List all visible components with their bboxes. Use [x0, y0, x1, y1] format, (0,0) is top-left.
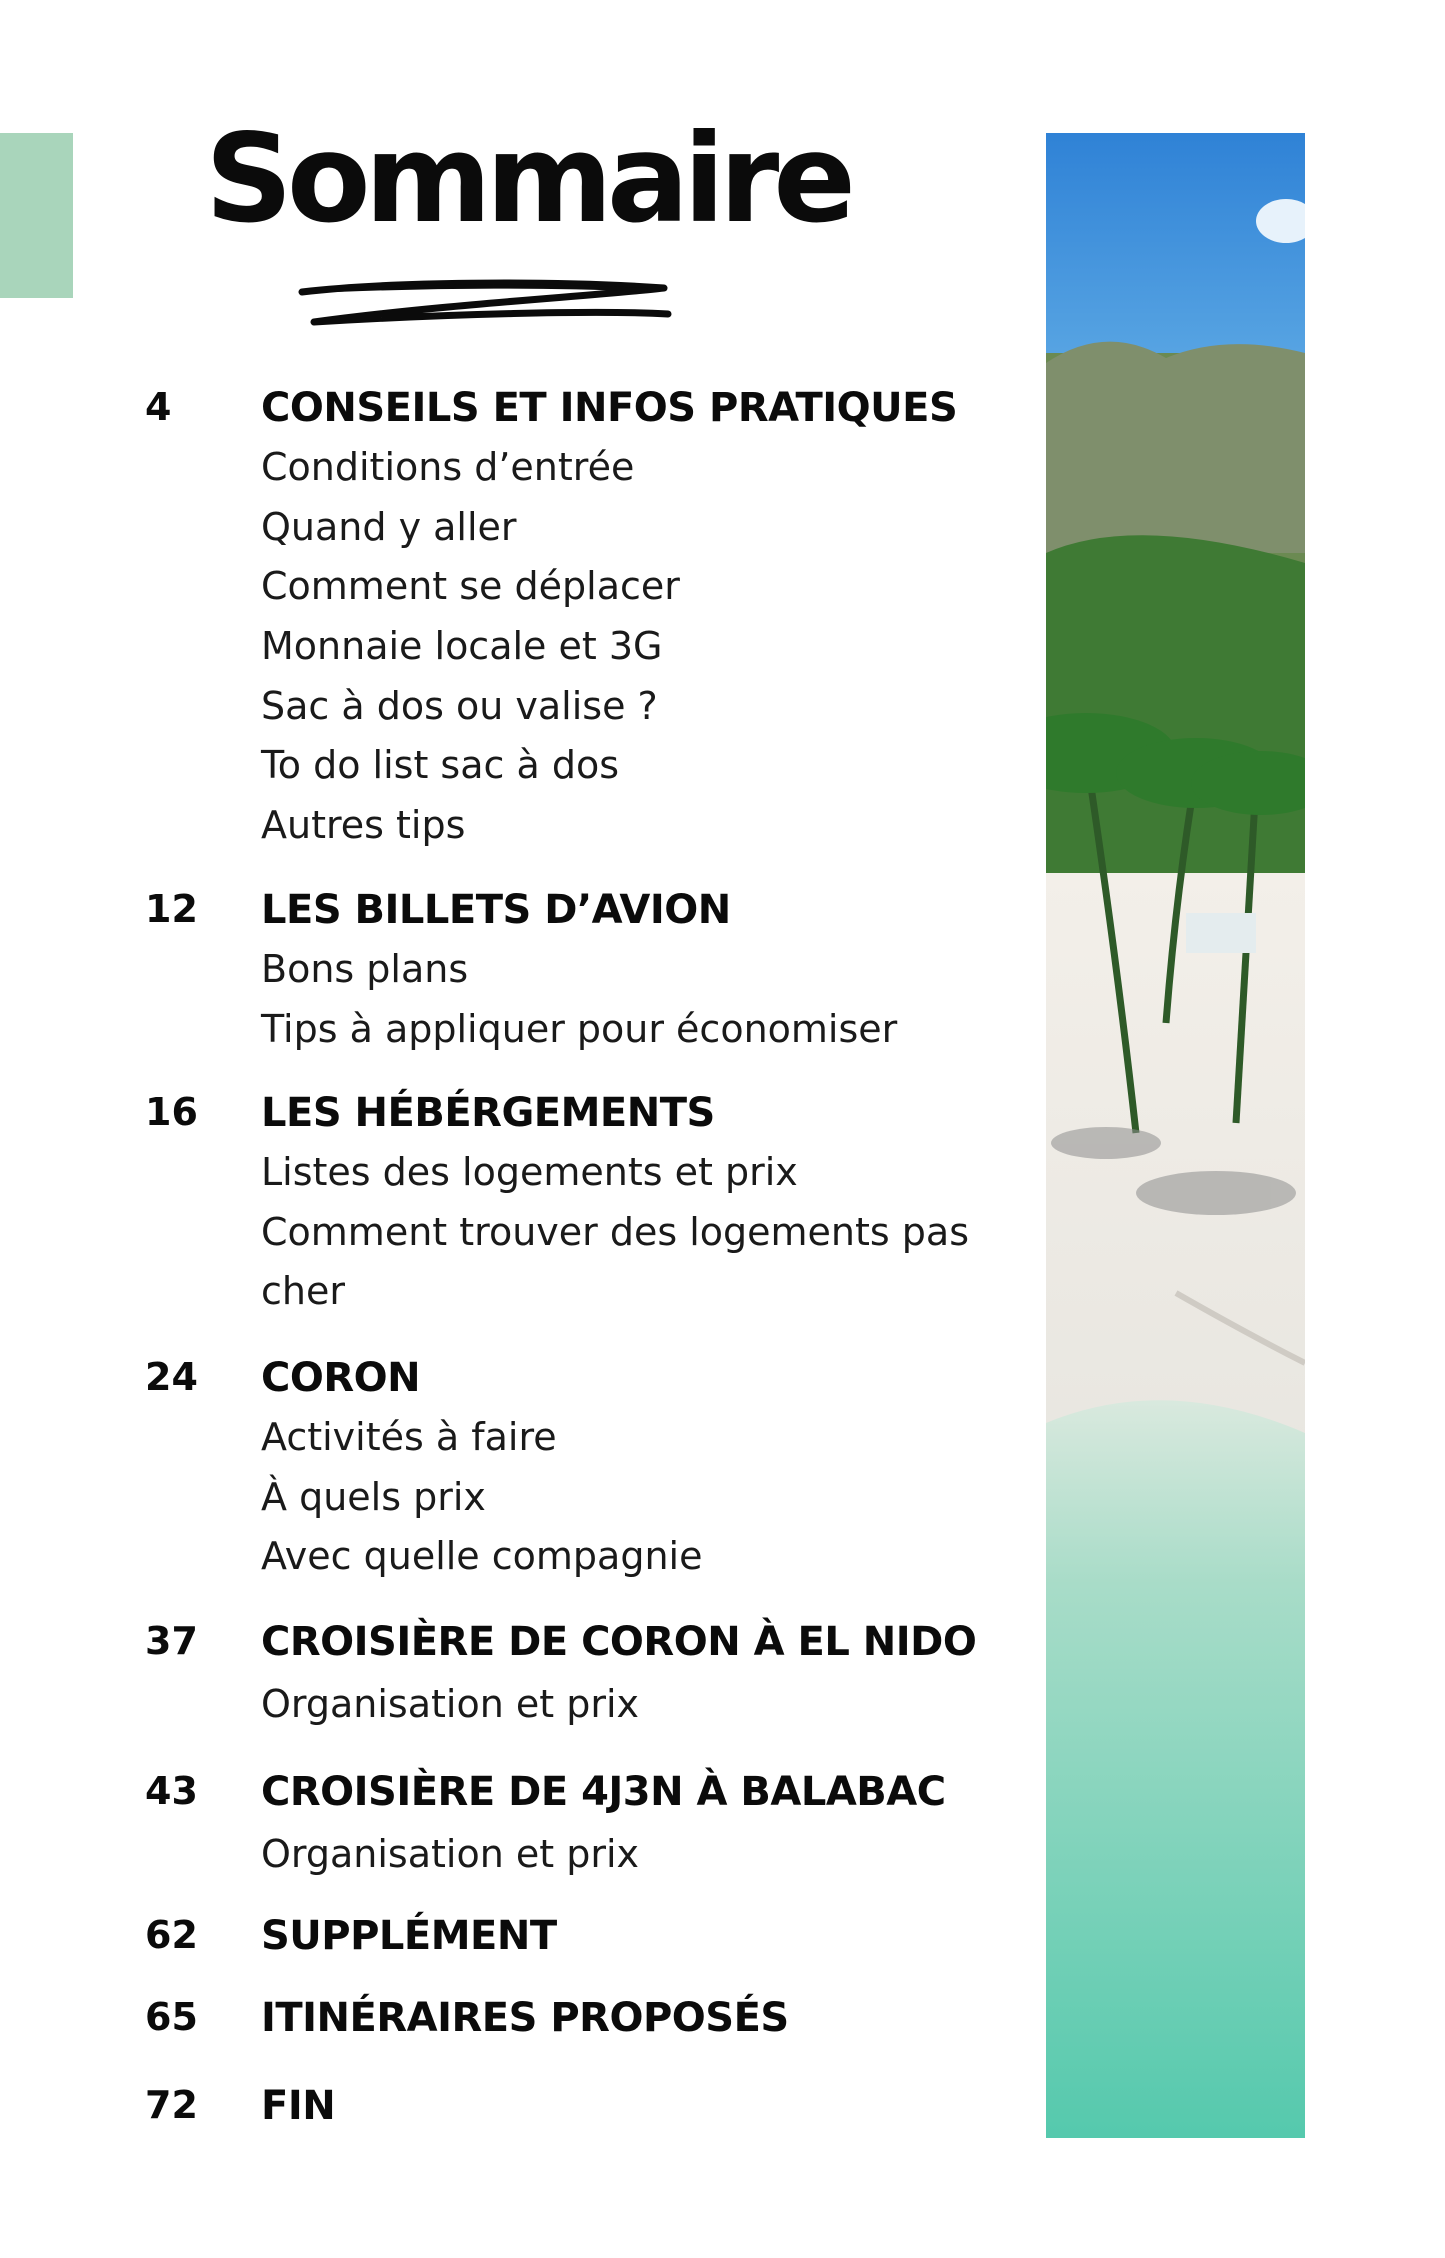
toc-subitem[interactable]: Organisation et prix	[261, 1832, 640, 1876]
toc-page-number: 43	[145, 1769, 198, 1813]
toc-page-number: 24	[145, 1355, 198, 1399]
toc-subitem[interactable]: Sac à dos ou valise ?	[261, 684, 658, 728]
toc-heading[interactable]: CROISIÈRE DE CORON À EL NIDO	[261, 1619, 977, 1665]
toc-heading[interactable]: LES BILLETS D’AVION	[261, 887, 731, 933]
toc-subitem[interactable]: Activités à faire	[261, 1415, 557, 1459]
toc-page-number: 16	[145, 1090, 198, 1134]
toc-page-number: 62	[145, 1913, 198, 1957]
toc-heading[interactable]: ITINÉRAIRES PROPOSÉS	[261, 1995, 789, 2041]
toc-subitem[interactable]: Avec quelle compagnie	[261, 1534, 703, 1578]
toc-subitem[interactable]: Listes des logements et prix	[261, 1150, 798, 1194]
toc-heading[interactable]: CONSEILS ET INFOS PRATIQUES	[261, 385, 958, 431]
toc-subitem[interactable]: Comment se déplacer	[261, 564, 680, 608]
toc-subitem[interactable]: cher	[261, 1269, 345, 1313]
toc-page-number: 72	[145, 2083, 198, 2127]
toc-subitem[interactable]: Bons plans	[261, 947, 469, 991]
toc-heading[interactable]: LES HÉBÉRGEMENTS	[261, 1090, 715, 1136]
page-title: Sommaire	[205, 108, 850, 250]
toc-subitem[interactable]: To do list sac à dos	[261, 743, 620, 787]
toc-subitem[interactable]: Quand y aller	[261, 505, 517, 549]
toc-subitem[interactable]: Autres tips	[261, 803, 466, 847]
toc-subitem[interactable]: Conditions d’entrée	[261, 445, 635, 489]
toc-heading[interactable]: CORON	[261, 1355, 421, 1401]
toc-subitem[interactable]: Tips à appliquer pour économiser	[261, 1007, 898, 1051]
toc-page-number: 37	[145, 1619, 198, 1663]
beach-photo	[1046, 133, 1305, 2138]
toc-heading[interactable]: FIN	[261, 2083, 336, 2129]
toc-subitem[interactable]: À quels prix	[261, 1475, 486, 1519]
toc-heading[interactable]: CROISIÈRE DE 4J3N À BALABAC	[261, 1769, 946, 1815]
toc-subitem[interactable]: Comment trouver des logements pas	[261, 1210, 969, 1254]
toc-heading[interactable]: SUPPLÉMENT	[261, 1913, 557, 1959]
toc-subitem[interactable]: Monnaie locale et 3G	[261, 624, 663, 668]
toc-page-number: 65	[145, 1995, 198, 2039]
toc-page-number: 12	[145, 887, 198, 931]
toc-page-number: 4	[145, 385, 172, 429]
toc-subitem[interactable]: Organisation et prix	[261, 1682, 640, 1726]
